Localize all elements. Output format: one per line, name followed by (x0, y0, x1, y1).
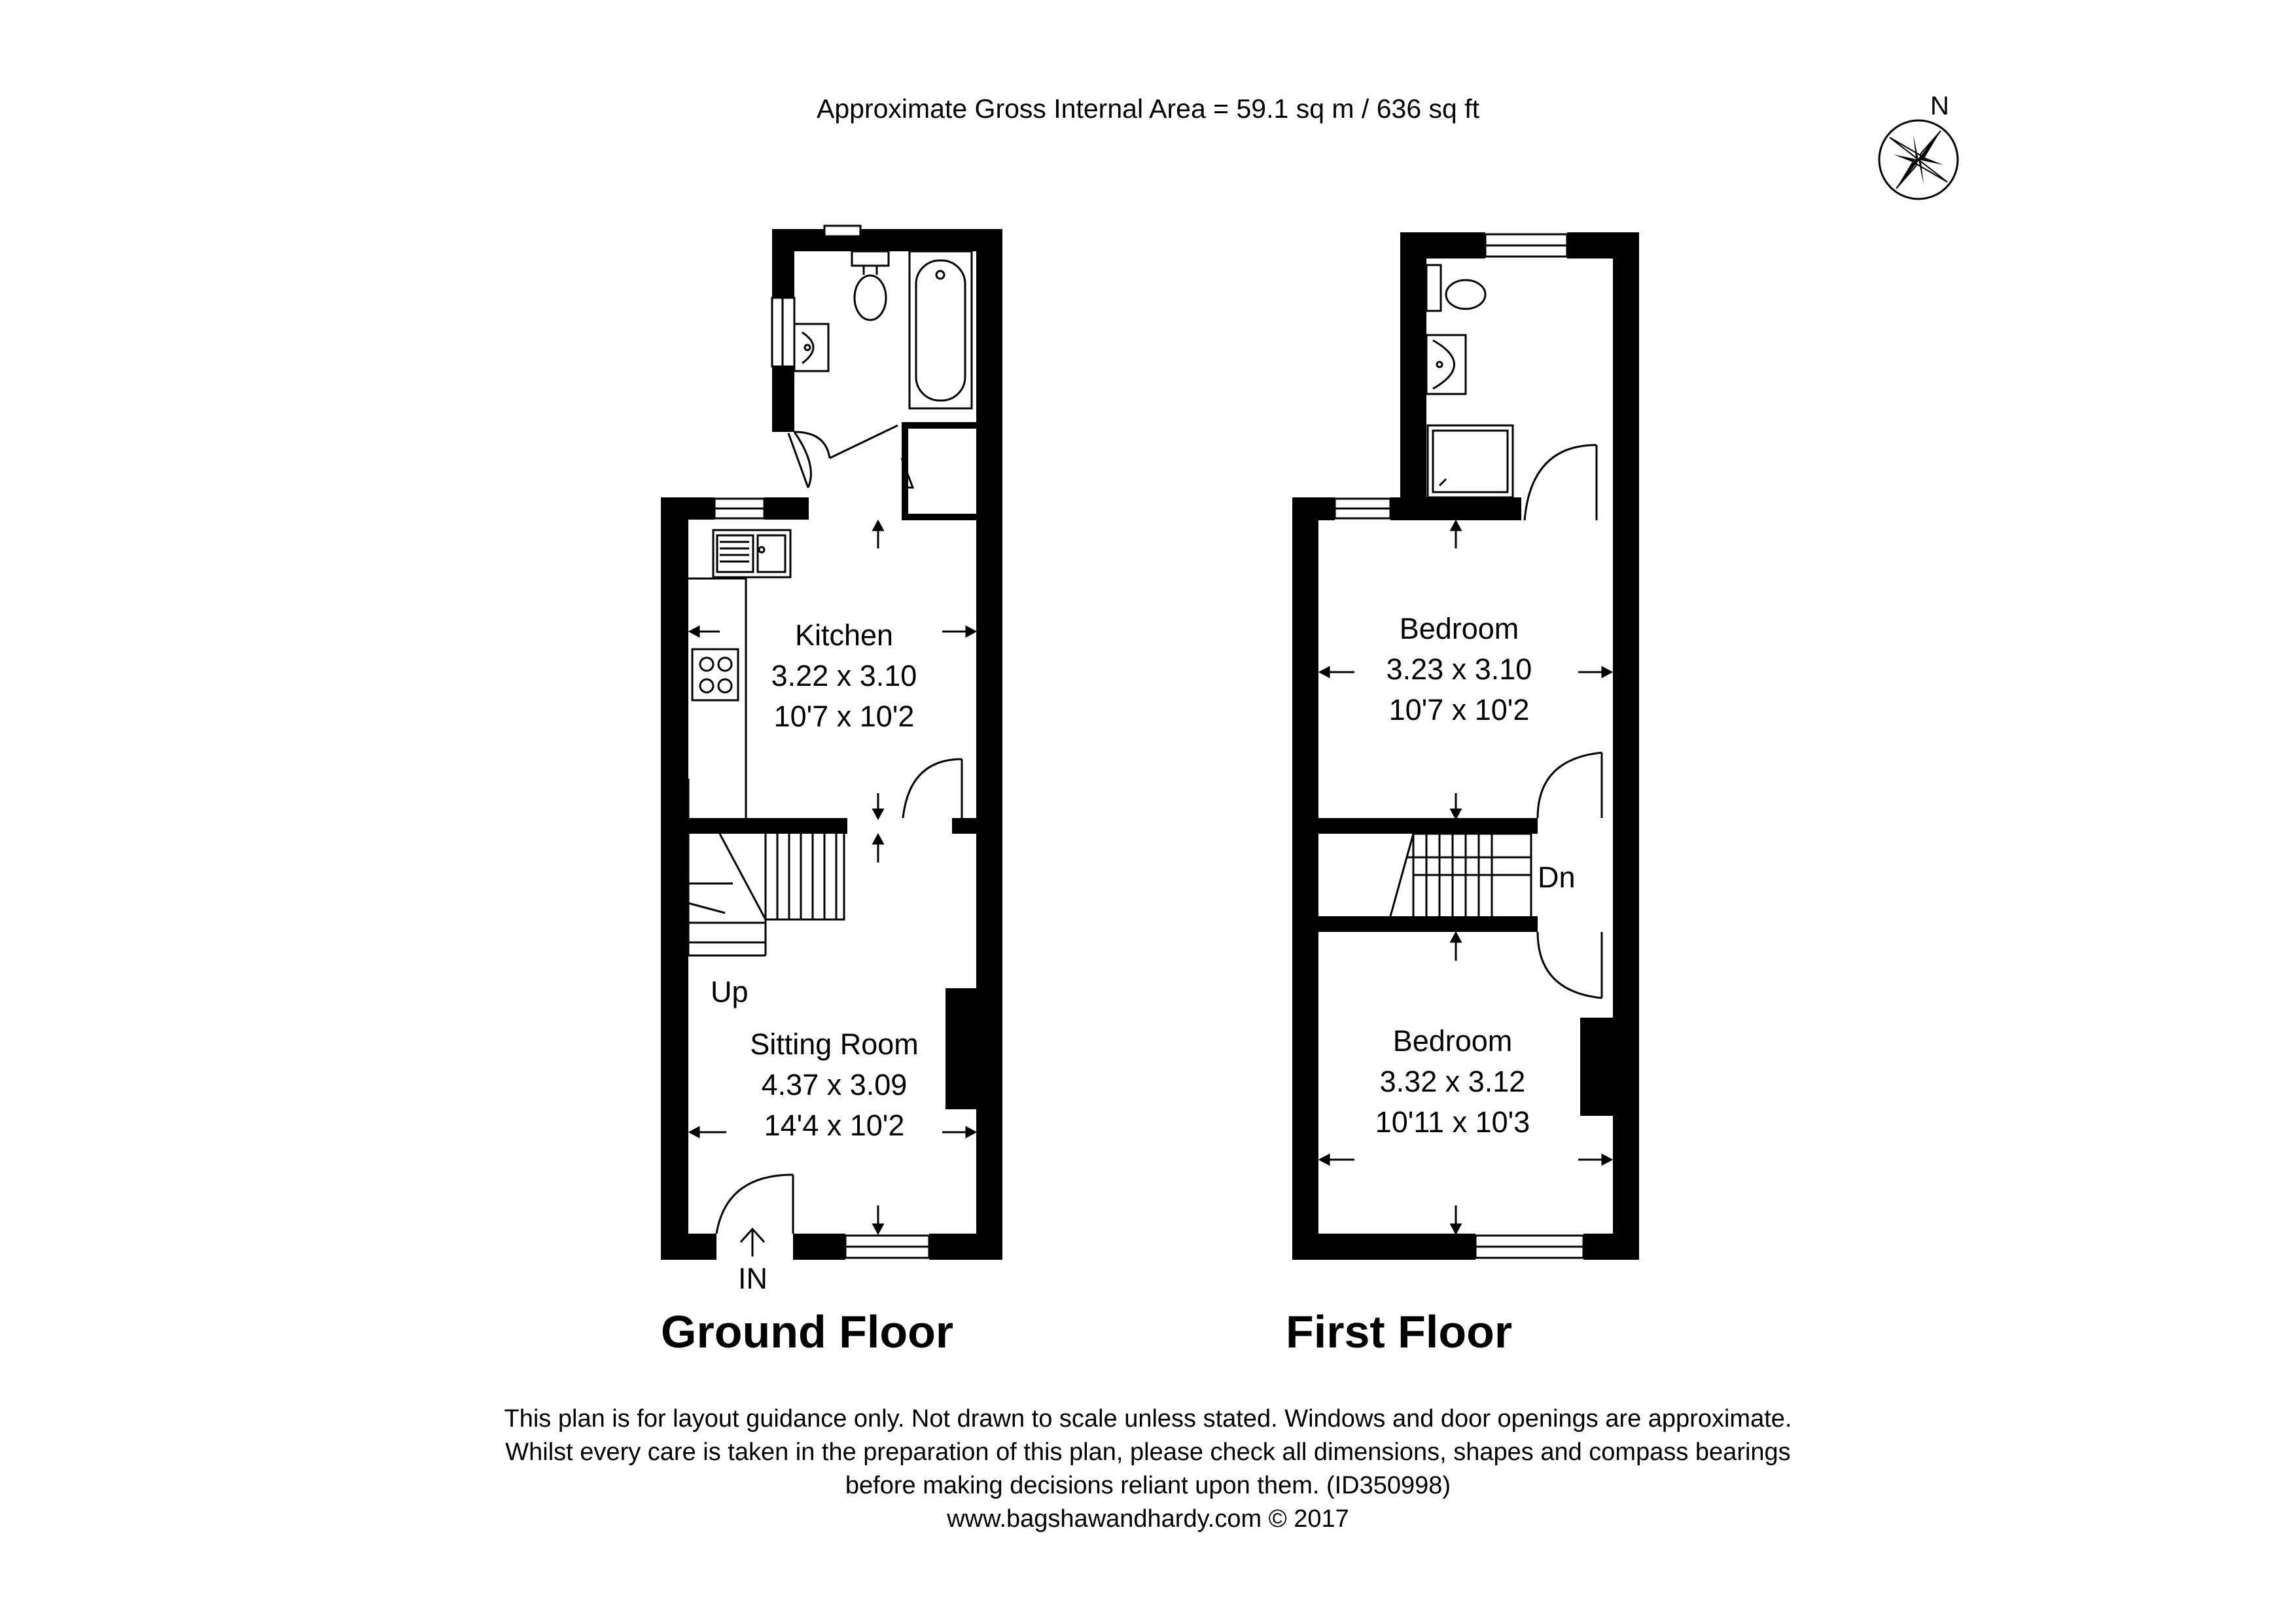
floor-title-ground: Ground Floor (661, 1306, 954, 1357)
room-label-kitchen (720, 615, 968, 737)
ground-bathroom-window-top (824, 226, 860, 236)
front-door (716, 1175, 793, 1234)
room-imperial-dimensions: 14'4 x 10'2 (764, 1109, 905, 1142)
disclaimer (0, 1402, 2296, 1536)
room-name: Kitchen (794, 618, 894, 652)
basin-icon (794, 324, 828, 371)
north-label: N (1930, 92, 1949, 120)
shower-icon (1428, 425, 1513, 497)
first-staircase (1390, 834, 1531, 916)
room-metric-dimensions: 3.32 x 3.12 (1379, 1065, 1526, 1098)
first-bedroom-door-1 (1538, 753, 1602, 818)
disclaimer-line-2: Whilst every care is taken in the preparation of this plan, please check all dimensions, shapes and compass bearings (505, 1438, 1791, 1466)
room-metric-dimensions: 3.23 x 3.10 (1386, 652, 1532, 686)
room-name: Bedroom (1392, 1024, 1513, 1058)
room-imperial-dimensions: 10'7 x 10'2 (1388, 693, 1530, 726)
room-name: Bedroom (1399, 612, 1519, 645)
room-name: Sitting Room (750, 1027, 919, 1061)
floor-title-first: First Floor (1286, 1306, 1513, 1357)
stairs-down-label: Dn (1538, 861, 1576, 894)
ground-staircase (688, 834, 844, 955)
room-metric-dimensions: 4.37 x 3.09 (761, 1068, 908, 1101)
sink-icon (713, 530, 790, 577)
entrance-label: IN (738, 1262, 768, 1295)
room-metric-dimensions: 3.22 x 3.10 (771, 659, 917, 692)
room-imperial-dimensions: 10'7 x 10'2 (773, 700, 915, 733)
gross-internal-area: Approximate Gross Internal Area = 59.1 sq m / 636 sq ft (817, 94, 1479, 124)
first-bathroom-door (1525, 445, 1597, 520)
first-toilet-icon (1426, 265, 1485, 311)
toilet-icon (852, 251, 889, 320)
disclaimer-line-1: This plan is for layout guidance only. Not drawn to scale unless stated. Windows and door openings are approximate. (504, 1405, 1792, 1433)
bath-icon (910, 251, 972, 408)
room-label-sitting-room (703, 1024, 965, 1146)
entrance-arrow-icon (741, 1229, 764, 1257)
room-imperial-dimensions: 10'11 x 10'3 (1375, 1105, 1530, 1139)
disclaimer-line-3: before making decisions reliant upon them. (ID350998) (845, 1472, 1451, 1499)
kitchen-door (903, 759, 962, 818)
website-copyright[interactable]: www.bagshawandhardy.com © 2017 (947, 1505, 1349, 1533)
bathroom-door (788, 425, 898, 488)
first-bedroom-door-2 (1538, 932, 1602, 998)
room-label-bedroom-rear (1335, 609, 1583, 730)
stairs-up-label: Up (711, 975, 749, 1008)
room-label-bedroom-front (1328, 1021, 1577, 1143)
first-basin-icon (1426, 335, 1466, 394)
